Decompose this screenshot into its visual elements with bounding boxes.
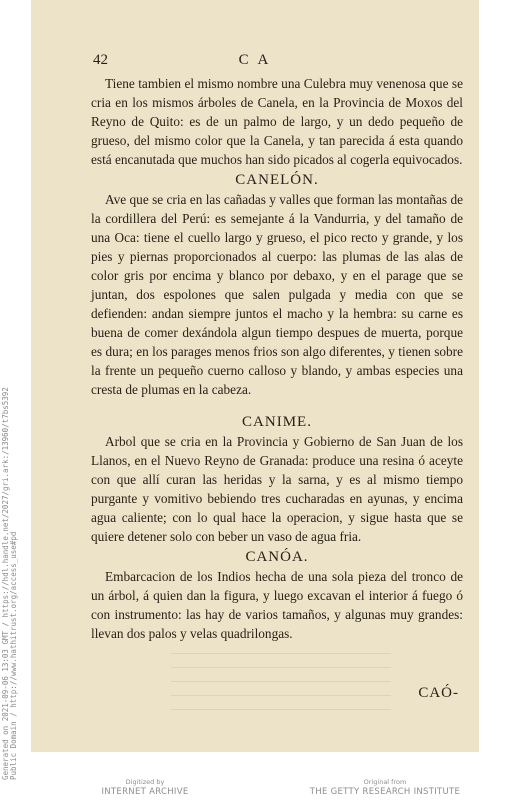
entry-continuation-paragraph: Tiene tambien el mismo nombre una Culebra muy venenosa que se cria en los mismos árboles de Canela, en la Provincia de Moxos del Reyno de Quito: es de un palmo de largo, y un dedo pequeño de grueso, del mismo color que la Canela, y tan parecida á esta quando está encanutada que muchos han sido picados al cogerla equivocados. <box>91 76 463 167</box>
provenance-line-rights: Public Domain / http://www.hathitrust.org/access_use#pd <box>9 531 18 780</box>
digitization-footer <box>0 760 511 800</box>
entry-heading-canoa: CANÓA. <box>245 549 309 565</box>
dictionary-body <box>91 74 463 643</box>
original-from-label: Original from <box>363 778 407 786</box>
page-header <box>31 52 479 70</box>
digitized-by-label: Digitized by <box>125 778 165 786</box>
entry-paragraph-canelon: Ave que se cria en las cañadas y valles que forman las montañas de la cordillera del Perú: es semejante á la Vandurria, y del tamaño de una Oca: tiene el cuello largo y grueso, el pico recto y grande, y los pies y piernas proporcionados al cuerpo: las plumas de las alas de color gris por encima y blanco por debaxo, y en el parage que se juntan, dos espolones que salen pulgada y media con que se defienden: andan siempre juntos el macho y la hembra: su carne es buena de comer dexándola algun tiempo despues de muerta, porque es dura; en los parages menos frios son algo diferentes, y tienen sobre la frente un pequeño cuerno calloso y blando, y ambas especies una cresta de plumas en la cabeza. <box>91 192 463 397</box>
catchword: CAÓ- <box>418 685 459 701</box>
entry-paragraph-canime: Arbol que se cria en la Provincia y Gobierno de San Juan de los Llanos, en el Nuevo Reyno de Granada: produce una resina ó aceyte con que allí curan las heridas y la sarna, y es al mismo tiempo purgante y vomitivo bebiendo tres cucharadas en ayunas, y encima agua caliente; con lo qual hace la operacion, y sigue hasta que se quiere detener solo con beber un vaso de agua fria. <box>91 434 463 544</box>
provenance-text <box>2 387 18 780</box>
running-head: C A <box>238 52 272 68</box>
page-number: 42 <box>93 52 108 68</box>
entry-heading-canelon: CANELÓN. <box>235 172 319 188</box>
show-through-texture <box>171 650 391 710</box>
source-credit <box>300 778 470 798</box>
entry-paragraph-canoa: Embarcacion de los Indios hecha de una sola pieza del tronco de un árbol, á quien dan la figura, y luego excavan el interior á fuego ó con instrumento: las hay de varios tamaños, y algunas muy grandes: llevan dos palos y velas quadrilongas. <box>91 569 463 641</box>
digitizer-credit <box>90 778 200 798</box>
provenance-line-generated: Generated on 2021-09-06 13:03 GMT / https://hdl.handle.net/2027/gri.ark:/13960/t7bs5392 <box>1 387 10 780</box>
entry-heading-canime: CANIME. <box>242 414 312 430</box>
source-institution: THE GETTY RESEARCH INSTITUTE <box>309 787 461 797</box>
scanned-page <box>31 0 479 752</box>
provenance-sidebar <box>2 360 18 780</box>
digitizer-name: INTERNET ARCHIVE <box>101 787 189 797</box>
